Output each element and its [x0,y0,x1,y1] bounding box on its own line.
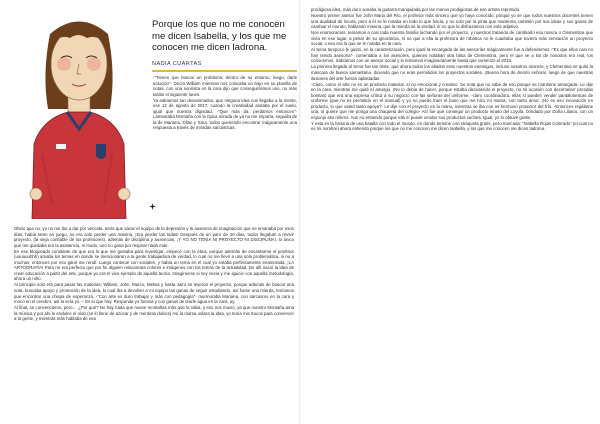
body-paragraph: Al final, se convencieron, pero… ¿Por qué? No hay nada que nueve montañas más que la rabia, y eso nos movió, ya que nuestro Montaña ama la música y por ahí le endulce el oído (se lo llene de azúcar y de mentiras dulces) Así la mama odiara la idea, yo tenía mis trucos para convencer a la gente, y mientras más hablaba de esa [14,305,294,322]
right-body-text [311,7,593,133]
body-paragraph: Al Sena tampoco le gustó, en la caracterización, pero igual la encargada de las asesorías mágicamente fue a defendernos -"Es que ellos casi no han tenido asesoría"- comentaba a los asesores, quienes notaban otra falsa de Clementina, pero el que ve a los de nosotros era real, los conocemos. Sabíamos con un asesor social y lo teníamos imaginariamente hasta que comenzó el 2018. [311,47,593,64]
body-paragraph: Nuestro primer asesor fue John Mario del Río, el profesor más sincero que yo haya conocido, porque yo se que todos nuestros docentes tienen una dualidad de locura, pero a él se le notaba en todo lo que hacía, y no solo por la pinta que mantenía, también por sus ideas y sus ganas de cambiar el mundo; hablando miseria, que la mierda se la verdad, sí no que la disfrazamos con este adjetivo. [311,13,593,30]
body-paragraph: Nos enamoramos, teníamos a casi toda nuestra familia luchando por el proyecto, y nuestros tratando de cambiarlo esa mosca o Clementina que vivía en ese lugar, a pesar de su ignorancia, sí no que a ella la profesora de robótica no le cuadraba que tuviera más sensación un proyecto social, o eso era lo que se le notaba en la cara. [311,30,593,47]
right-page [300,0,600,424]
body-paragraph: Y esta es la historia de una batalla con todo el mundo, en donde termine con chaqueta gratis, pero marcada: "Isabella Rojas Colorado" (el cual no es mi nombre) ahora entiendo porque los que no me conocen me dicen Isabella, y los que me conocen me dicen ladrona. [311,120,593,132]
left-body-text [14,226,294,322]
body-paragraph: Al principio solo era para pasar las materias; William, John, Marco, Melisa y hasta Jairo se leyeron el proyecto, porque además de buscar una nota, buscaba apoyo y promoción de la idea, lo cual iba a devolver a mi equipo las ganas de seguir estudiando, así fuese una mierda, teníamos que encontrar una chispa de esperanza. -"Con arte es duro trabajar y más con pedagogía"- murmuraba Mariana, con sarcasmo en la cara y moco en el cerebro, así la veía yo. – Es lo que hay. Responda yo furiosa y con ganas de tirarle agua en la cara, uy. [14,282,294,305]
body-paragraph: En ese bloqueado constante de que era lo que me gustaba para investigar, empecé con la ética, porque además de encantarme el profesor (uuuuuuhhh) amaba los temas en donde se mencionaran a la gente trabajadora de verdad, lo cual no me llevó a una sola problemática, si no a muchas, entonces por eso gané me rendí. Luego continué con sociales, y había un tema en el cual yo estaba perfectamente enamorada, ¡LA ARTOGRAFÍA! Para mí era perfecto que por fin alguien relacionara colores e imágenes con los temas de la actualidad. De allí nació la idea de crear educación a partir del arte, porque yo era el vivo ejemplo de aquella teoría. Imagínense si soy necia y me ajuicie con aquella metodología, ahora un niño. [14,248,294,282]
star-icon [149,203,156,210]
body-paragraph: Obvio que no, yo no me iba a dar por vencida, tenía que sacar el equipo de la depresión y la ausencia de imaginación que se emanaba por esos días, había tanto en juego, no era solo perder una materia, ¡Era perder las todas! Después de un paro de 40 días, todos llegaban a revivir proyecto, (la vieja confiable de los profesores), además de disciplina y ausencias, ¡Y YO NO TENÍA NI PROYECTO NI DISCIPLINA!, lo único que me quedaba era la asistencia, ni modo, uno no gana por respirar nada más. [14,226,294,248]
intro-column [153,75,297,131]
title-block [152,19,297,67]
body-paragraph: -Claro, como el arte no es un producto material, sí no emocional y creativo. Se nota que no sabe de eso porque se mantiene amargada- Le dije en la cara, mientras me quité el amargo. (No lo debía de hacer, porque estaba discutiendo el proyecto, no mi ocasión con decirmelas' prendas bonitas) que era una expresa crítica a su negocio con las señoras del uniforme, -claro coordinadora, ellas sí pueden vender pantaloneticas de uniforme (que no es permitido en el manual) y yo no puedo traer el buso que me hizo mi mama, con tanto amor, ¡No es eso innovación en producto, lo que usted tanto apoya?- Le dije con el proyecto en la mano, mientras se iba con mi hermoso protector del frío. -Entonces regálame una, sí quiere que me ponga una chaqueta del colegio- Así fue que conseguí un producto innato del Loyola, brindado por Doña Liliana, con un esponjo sito relleno. Aun no entiendo porque ella sí puede vender sus productos caches. Igual, yo lo obtuve gratis. [311,81,593,120]
body-paragraph: La primera llegada al Sena fue tan triste, que ahora todos los aliados eran nuestros enemigos, incluso nosotros mismos, y Clementina se quitó la máscara de buena samaritana, diciendo que no eran permitidos los proyectos sociales, ¡Buena hora de decirlo señora!, luego de que nuestras ilusiones del arte fueran aplastadas. [311,64,593,81]
girl-illustration [12,4,147,219]
intro-paragraph: Ya sabíamos tan desanimados, que ninguna idea nos llegaba a la mente, ese 12 de agosto de 2017, cuando la creatividad andaba por el suelo, igual que nuestra dignidad. -"Que más da, perdamos entonces"- Lamentaba Montaña con la típica mirada de ya no me importa, seguida de la de Mariana, Dilan y Sara, todos queriendo encontrar mágicamente una respuesta a través de miradas sarcásticas. [153,97,297,131]
article-title: Porque los que no me conocen me dicen Isabella, y los que me conocen me dicen ladrona. [152,19,287,53]
author-name: NADIA CUARTAS [152,60,202,67]
accent-rule [152,70,297,72]
body-paragraph: prodigiosa idea, más duro sonaba la guitarra manipulada por las manos prodigiosas de ese artista reprimido. [311,7,521,12]
intro-paragraph: -"Tienen que buscar un problema, dentro de su entorno, luego, darle solución"- Decía William mientras nos colocaba un bajo en su planilla de notas, con una sonrisita en la cara dijo que conseguiríamos uno, no más tardar el siguiente lunes. [153,75,297,97]
